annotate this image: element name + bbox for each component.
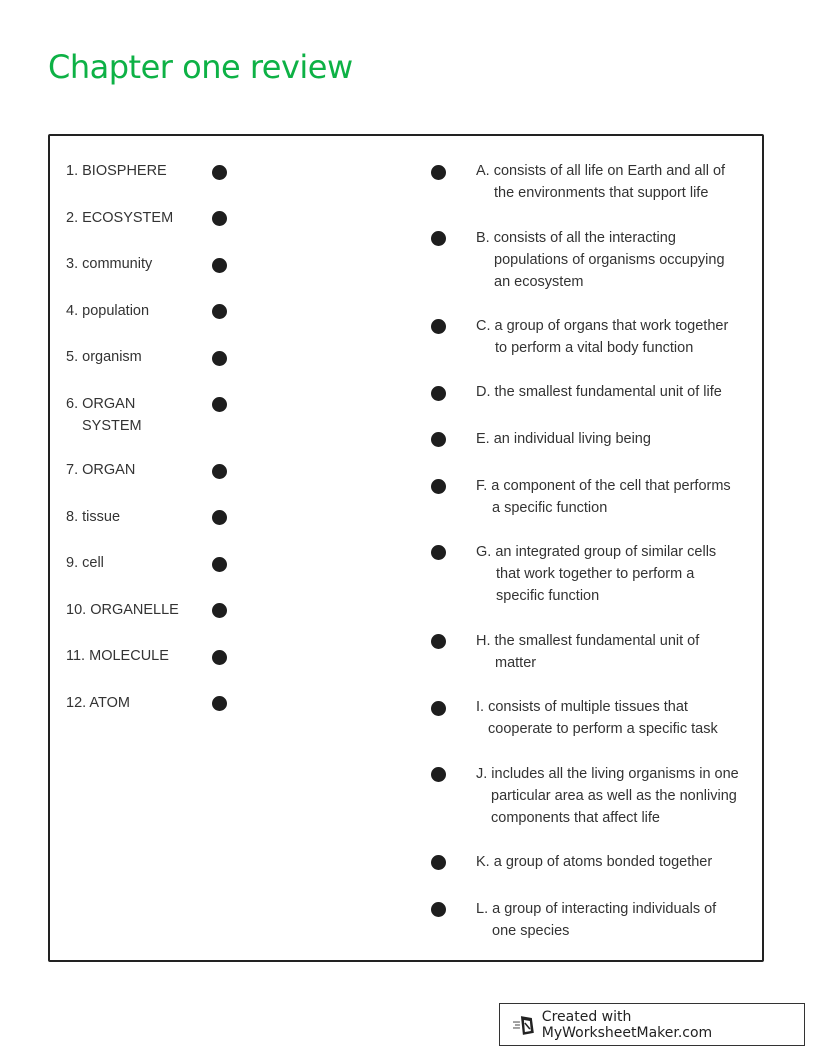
term-connector-dot[interactable] xyxy=(212,211,227,226)
definition-connector-dot[interactable] xyxy=(431,319,446,334)
term-text: community xyxy=(82,256,153,272)
term-text: tissue xyxy=(82,509,121,525)
definition-line: specific function xyxy=(496,588,600,604)
term-item xyxy=(66,552,104,574)
term-connector-dot[interactable] xyxy=(212,603,227,618)
term-number: 9. xyxy=(66,555,79,571)
term-text: MOLECULE xyxy=(89,648,169,664)
term-item xyxy=(66,692,130,714)
definition-connector-dot[interactable] xyxy=(431,386,446,401)
term-item xyxy=(66,506,120,528)
term-connector-dot[interactable] xyxy=(212,696,227,711)
term-number: 10. xyxy=(66,602,87,618)
term-item xyxy=(66,207,173,229)
definition-item xyxy=(476,541,756,607)
definition-item xyxy=(476,160,756,204)
term-connector-dot[interactable] xyxy=(212,464,227,479)
created-with-text: Created with MyWorksheetMaker.com xyxy=(541,1008,713,1041)
term-text: ECOSYSTEM xyxy=(82,210,174,226)
definition-line: the environments that support life xyxy=(494,185,709,201)
definition-line: cooperate to perform a specific task xyxy=(488,721,718,737)
definition-item xyxy=(476,475,756,519)
term-item xyxy=(66,346,142,368)
definition-line: an ecosystem xyxy=(494,274,584,290)
term-item xyxy=(66,645,169,667)
created-with-badge[interactable] xyxy=(499,1003,805,1046)
term-number: 7. xyxy=(66,462,79,478)
definition-item xyxy=(476,381,756,403)
term-text: ORGAN xyxy=(82,462,136,478)
term-text-continued: SYSTEM xyxy=(82,418,142,434)
term-connector-dot[interactable] xyxy=(212,165,227,180)
definition-item xyxy=(476,851,756,873)
term-item xyxy=(66,393,142,437)
definition-line: K. a group of atoms bonded together xyxy=(476,854,713,870)
definition-item xyxy=(476,898,756,942)
term-item xyxy=(66,599,179,621)
definition-connector-dot[interactable] xyxy=(431,855,446,870)
term-number: 6. xyxy=(66,396,79,412)
page-title: Chapter one review xyxy=(48,48,353,86)
definition-line: components that affect life xyxy=(491,810,661,826)
term-connector-dot[interactable] xyxy=(212,650,227,665)
term-item xyxy=(66,459,135,481)
definition-item xyxy=(476,227,756,293)
definition-line: G. an integrated group of similar cells xyxy=(476,544,717,560)
term-text: population xyxy=(82,303,150,319)
term-connector-dot[interactable] xyxy=(212,557,227,572)
term-connector-dot[interactable] xyxy=(212,510,227,525)
term-connector-dot[interactable] xyxy=(212,397,227,412)
definition-connector-dot[interactable] xyxy=(431,767,446,782)
term-text: organism xyxy=(82,349,142,365)
definition-line: E. an individual living being xyxy=(476,431,651,447)
term-item xyxy=(66,253,152,275)
definition-connector-dot[interactable] xyxy=(431,545,446,560)
term-text: ORGANELLE xyxy=(90,602,179,618)
term-item xyxy=(66,300,149,322)
term-connector-dot[interactable] xyxy=(212,258,227,273)
definition-line: I. consists of multiple tissues that xyxy=(476,699,688,715)
term-connector-dot[interactable] xyxy=(212,304,227,319)
definition-connector-dot[interactable] xyxy=(431,479,446,494)
term-number: 12. xyxy=(66,695,87,711)
definition-line: J. includes all the living organisms in one xyxy=(476,766,739,782)
definition-item xyxy=(476,428,756,450)
definition-line: L. a group of interacting individuals of xyxy=(476,901,717,917)
definition-item xyxy=(476,763,756,829)
definition-line: a specific function xyxy=(492,500,608,516)
term-number: 8. xyxy=(66,509,79,525)
term-number: 2. xyxy=(66,210,79,226)
definition-line: A. consists of all life on Earth and all of xyxy=(476,163,726,179)
definition-connector-dot[interactable] xyxy=(431,165,446,180)
definition-line: one species xyxy=(492,923,570,939)
definition-line: to perform a vital body function xyxy=(495,340,694,356)
definition-item xyxy=(476,630,756,674)
term-number: 4. xyxy=(66,303,79,319)
definition-line: particular area as well as the nonliving xyxy=(491,788,737,804)
definition-line: H. the smallest fundamental unit of xyxy=(476,633,700,649)
definition-line: matter xyxy=(495,655,537,671)
term-connector-dot[interactable] xyxy=(212,351,227,366)
definition-connector-dot[interactable] xyxy=(431,902,446,917)
definition-line: D. the smallest fundamental unit of life xyxy=(476,384,722,400)
definition-line: B. consists of all the interacting xyxy=(476,230,676,246)
definition-connector-dot[interactable] xyxy=(431,701,446,716)
definition-connector-dot[interactable] xyxy=(431,432,446,447)
term-text: ORGAN xyxy=(82,396,136,412)
definition-connector-dot[interactable] xyxy=(431,231,446,246)
term-number: 1. xyxy=(66,163,79,179)
definition-connector-dot[interactable] xyxy=(431,634,446,649)
term-text: cell xyxy=(82,555,104,571)
term-number: 11. xyxy=(66,648,86,664)
definition-line: F. a component of the cell that performs xyxy=(476,478,731,494)
term-item xyxy=(66,160,167,182)
worksheet-logo-icon xyxy=(512,1014,536,1036)
definition-line: that work together to perform a xyxy=(496,566,695,582)
term-text: ATOM xyxy=(89,695,130,711)
definition-line: C. a group of organs that work together xyxy=(476,318,729,334)
term-text: BIOSPHERE xyxy=(82,163,167,179)
term-number: 3. xyxy=(66,256,79,272)
definition-item xyxy=(476,696,756,740)
term-number: 5. xyxy=(66,349,79,365)
definition-item xyxy=(476,315,756,359)
definition-line: populations of organisms occupying xyxy=(494,252,725,268)
